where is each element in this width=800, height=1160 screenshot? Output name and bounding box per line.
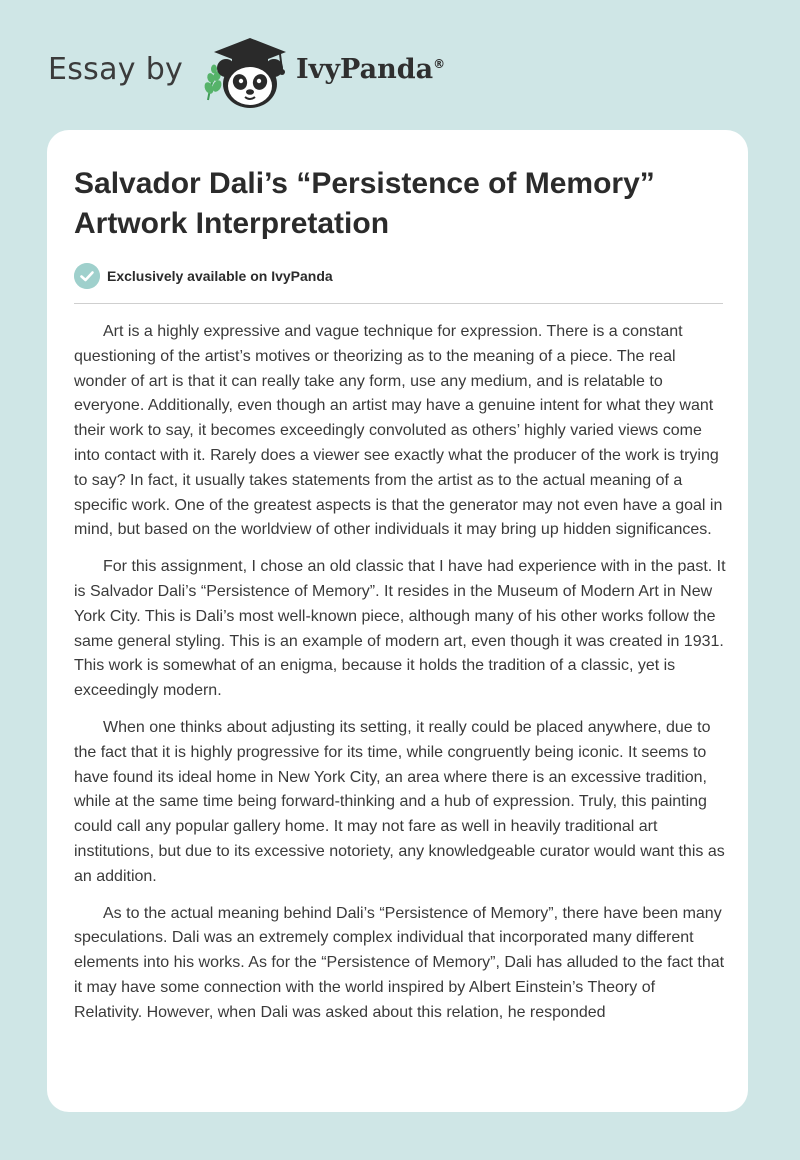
divider [74,303,723,304]
badge-label: Exclusively available on IvyPanda [107,268,333,284]
paragraph: Art is a highly expressive and vague technique for expression. There is a constant questioning of the artist’s motives or theorizing as to the meaning of a piece. The real wonder of art is that it can really take any form, use any medium, and is relatable to everyone. Additionally, even though an artist may have a genuine intent for what they want their work to say, it becomes exceedingly convoluted as others’ highly varied views come into contact with it. Rarely does a viewer see exactly what the producer of the work is trying to say? In fact, it usually takes statements from the artist as to the actual meaning of a specific work. One of the greatest aspects is that the generator may not even have a goal in mind, but based on the worldview of other individuals it may bring up hidden significances. [74,323,723,539]
registered-mark: ® [433,57,446,71]
paragraph: As to the actual meaning behind Dali’s “Persistence of Memory”, there have been many speculations. Dali was an extremely complex individual that incorporated many different elements into his works. As for the “Persistence of Memory”, Dali has alluded to the fact that it may have some connection with the world inspired by Albert Einstein’s Theory of Relativity. However, when Dali was asked about this relation, he responded [74,904,725,1021]
paragraph: For this assignment, I chose an old classic that I have had experience with in the past. It is Salvador Dali’s “Persistence of Memory”. It resides in the Museum of Modern Art in New York City. This is Dali’s most well-known piece, although many of his other works follow the same general styling. This is an example of modern art, even though it was created in 1931. This work is somewhat of an enigma, because it holds the tradition of a classic, yet is exceedingly modern. [74,558,726,700]
essay-by-label: Essay by [48,52,184,87]
site-header [48,36,548,110]
essay-body [74,320,726,1038]
check-circle-icon [74,263,100,289]
brand-name-text: IvyPanda [296,54,434,85]
essay-card [47,130,748,1112]
paragraph: When one thinks about adjusting its setting, it really could be placed anywhere, due to the fact that it is highly progressive for its time, while congruently being iconic. It seems to have found its ideal home in New York City, an area where there is an excessive tradition, while at the same time being forward-thinking and a hub of expression. Truly, this painting could call any popular gallery home. It may not fare as well in heavily traditional art institutions, but due to its excessive notoriety, any knowledgeable curator would want this as an addition. [74,718,725,885]
ivypanda-wordmark[interactable] [296,54,445,85]
panda-graduation-cap-icon[interactable] [200,36,292,110]
essay-title: Salvador Dali’s “Persistence of Memory” Artwork Interpretation [74,167,655,240]
